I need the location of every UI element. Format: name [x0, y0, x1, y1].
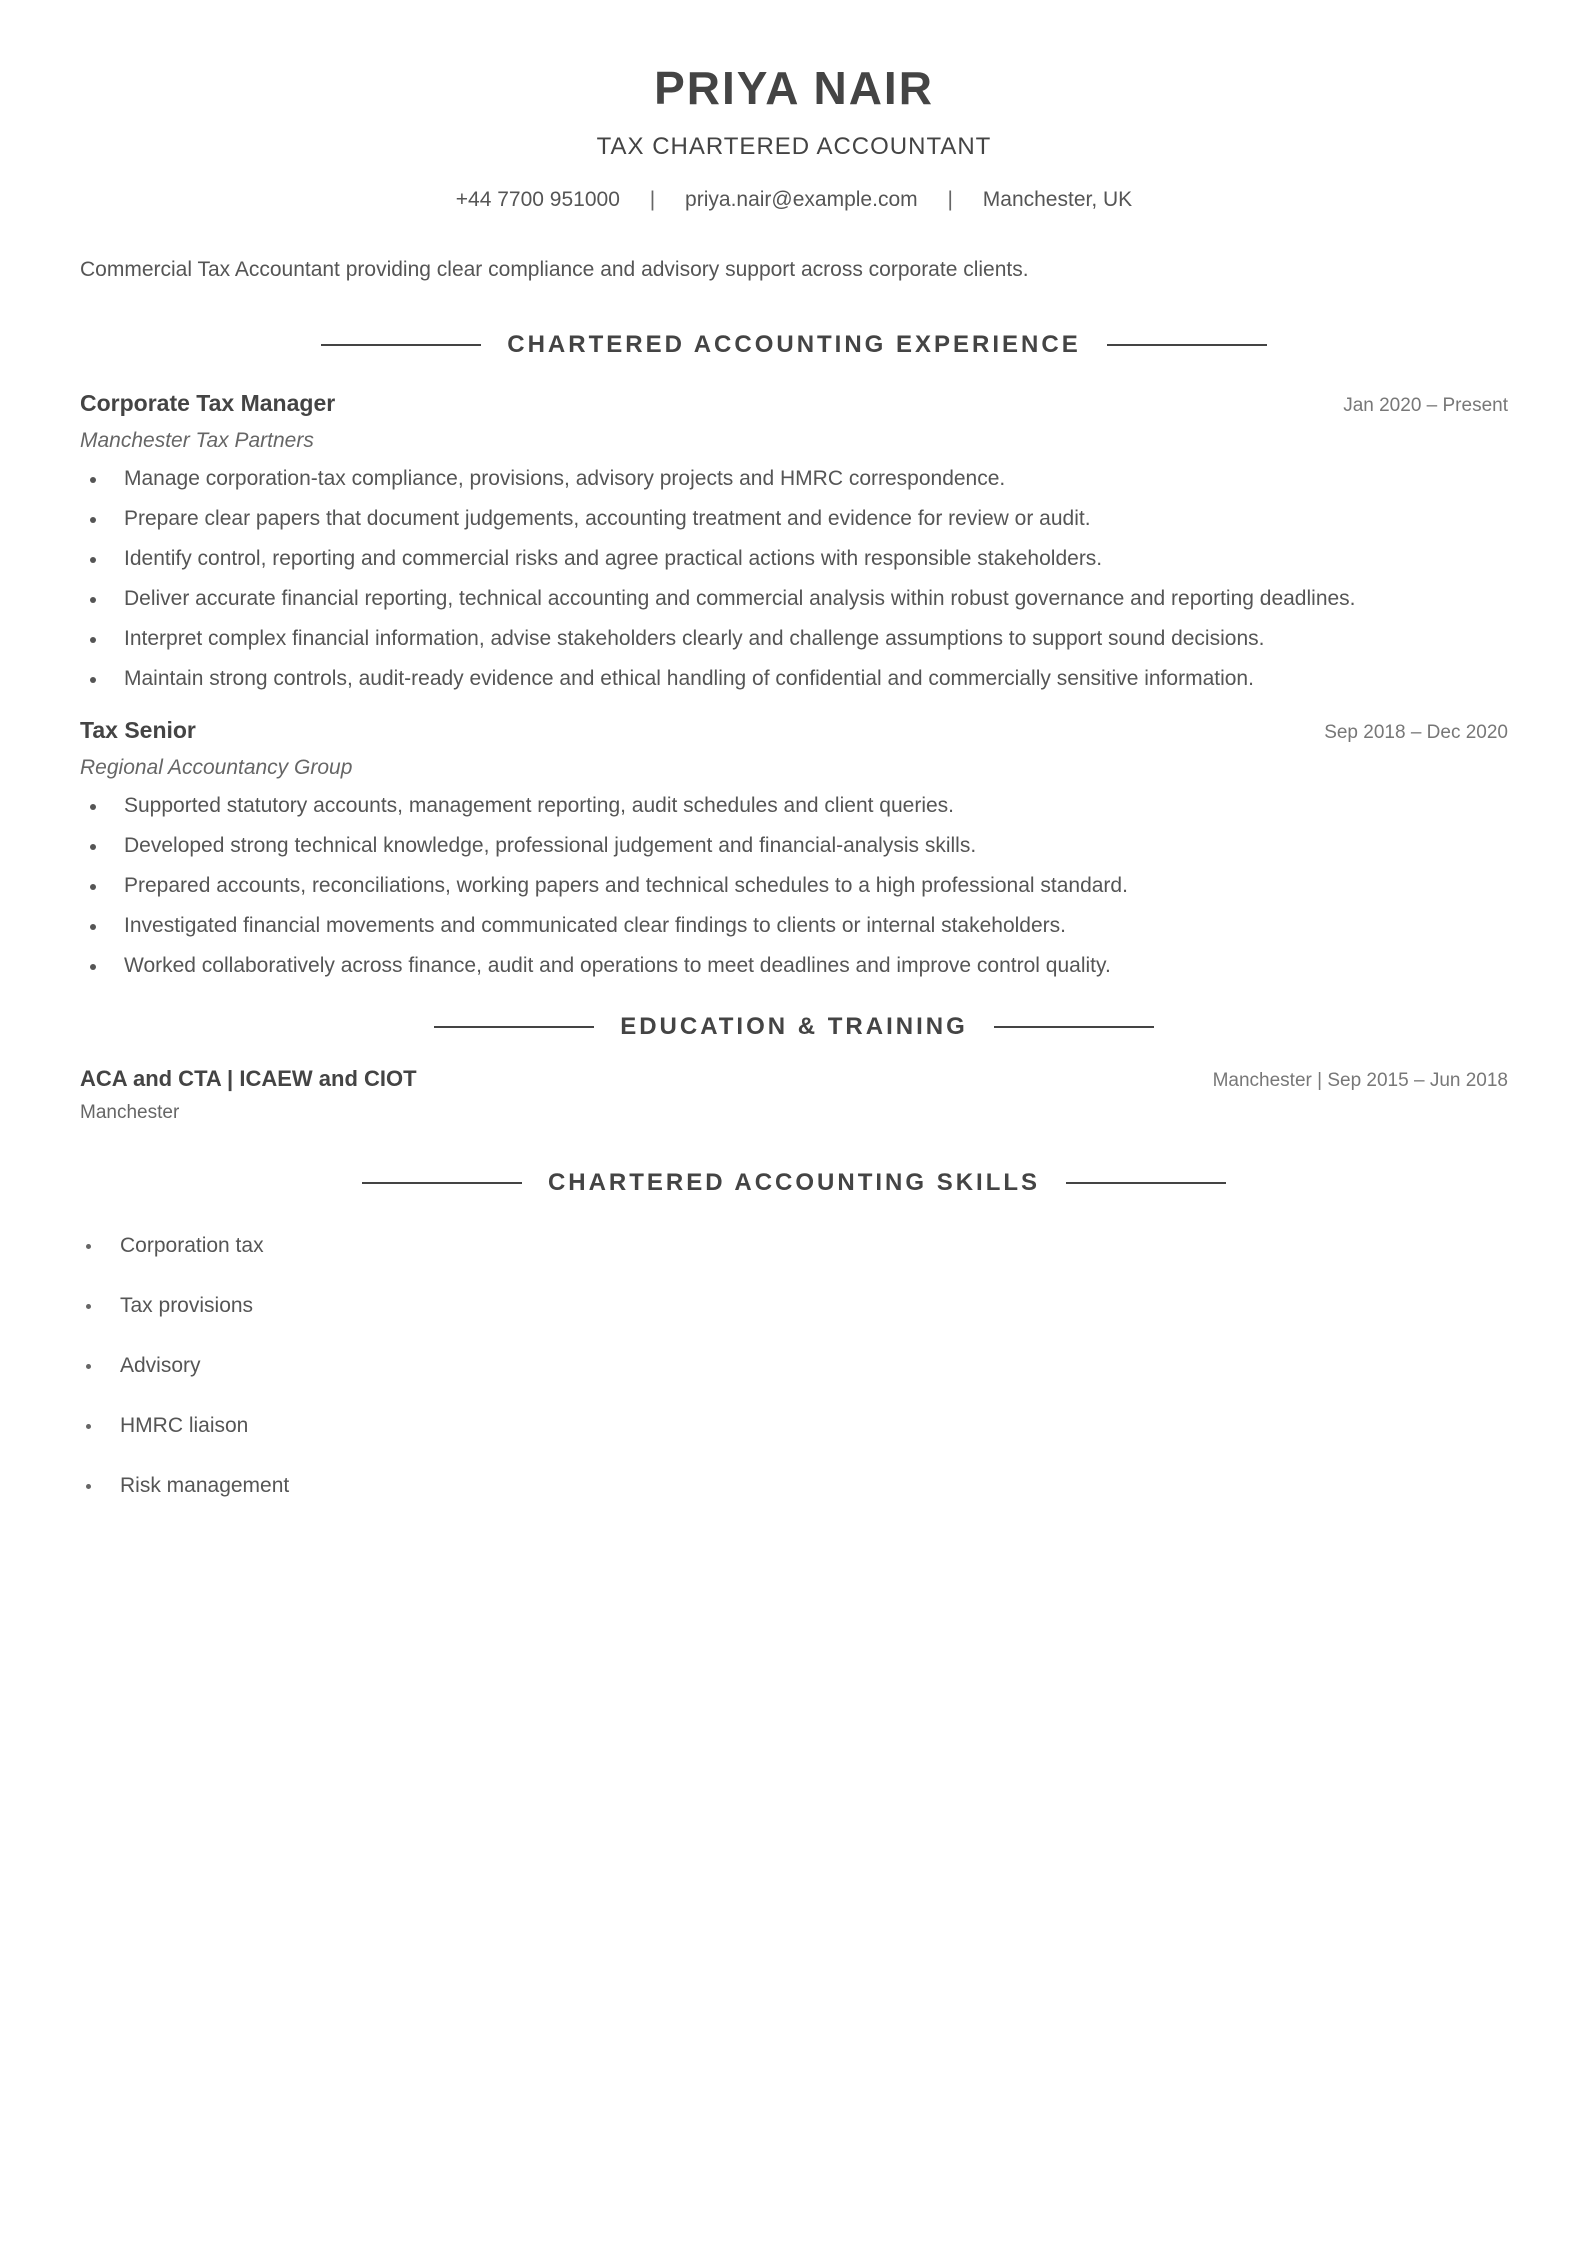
job-bullet-text: Identify control, reporting and commercial risks and agree practical actions with responsible stakeholders. [124, 547, 1103, 570]
bullet-dot [90, 557, 96, 563]
education-heading [80, 1012, 1508, 1042]
job-bullet [80, 585, 1508, 613]
candidate-name: PRIYA NAIR [654, 62, 934, 114]
heading-rule-right [1066, 1182, 1226, 1184]
education-entry [80, 1066, 1508, 1124]
education-header [80, 1066, 1508, 1092]
heading-rule-right [1107, 344, 1267, 346]
job-bullet-text: Manage corporation-tax compliance, provisions, advisory projects and HMRC correspondence. [124, 467, 1006, 490]
job-title: Tax Senior [80, 717, 196, 743]
bullet-dot [90, 964, 96, 970]
bullet-dot [90, 844, 96, 850]
job-bullet-text: Investigated financial movements and communicated clear findings to clients or internal stakeholders. [124, 914, 1066, 937]
job-bullet-text: Prepared accounts, reconciliations, working papers and technical schedules to a high professional standard. [124, 874, 1128, 897]
education-meta: Manchester | Sep 2015 – Jun 2018 [1212, 1070, 1508, 1091]
job-header [80, 390, 1508, 417]
bullet-dot [90, 804, 96, 810]
job-bullet-text: Interpret complex financial information, advise stakeholders clearly and challenge assumptions to support sound decisions. [124, 627, 1265, 650]
contact-phone: +44 7700 951000 [455, 188, 620, 211]
education-degree: ACA and CTA | ICAEW and CIOT [80, 1066, 417, 1091]
job-dates: Sep 2018 – Dec 2020 [1324, 722, 1508, 743]
skill-item [80, 1232, 1508, 1260]
bullet-dot [86, 1304, 91, 1309]
job-bullet-text: Prepare clear papers that document judgements, accounting treatment and evidence for review or audit. [124, 507, 1091, 530]
job-bullet [80, 912, 1508, 940]
skill-text: HMRC liaison [120, 1414, 249, 1437]
skill-item [80, 1472, 1508, 1500]
heading-rule-left [321, 344, 481, 346]
heading-rule-right [994, 1026, 1154, 1028]
bullet-dot [90, 884, 96, 890]
heading-rule-left [434, 1026, 594, 1028]
skills-heading [80, 1168, 1508, 1198]
bullet-dot [86, 1484, 91, 1489]
job-bullets [80, 465, 1508, 693]
professional-summary: Commercial Tax Accountant providing clear compliance and advisory support across corporate clients. [80, 258, 1029, 281]
job-bullet [80, 625, 1508, 653]
bullet-dot [90, 637, 96, 643]
experience-heading [80, 330, 1508, 360]
job-company: Regional Accountancy Group [80, 756, 353, 779]
job-bullet [80, 665, 1508, 693]
contact-separator: | [947, 188, 953, 211]
skill-item [80, 1292, 1508, 1320]
job-bullet-text: Developed strong technical knowledge, professional judgement and financial-analysis skills. [124, 834, 977, 857]
heading-rule-left [362, 1182, 522, 1184]
bullet-dot [90, 924, 96, 930]
contact-location: Manchester, UK [982, 188, 1133, 211]
contact-email: priya.nair@example.com [685, 188, 918, 211]
bullet-dot [90, 517, 96, 523]
job-bullet [80, 792, 1508, 820]
job-bullets [80, 792, 1508, 980]
skill-text: Risk management [120, 1474, 290, 1497]
bullet-dot [90, 677, 96, 683]
job-bullet [80, 832, 1508, 860]
skill-text: Advisory [120, 1354, 201, 1377]
job-bullet [80, 505, 1508, 533]
skills-list [80, 1232, 1508, 1500]
job-bullet-text: Supported statutory accounts, management reporting, audit schedules and client queries. [124, 794, 955, 817]
education-location: Manchester [80, 1102, 180, 1123]
job-entry [80, 390, 1508, 693]
job-title: Corporate Tax Manager [80, 390, 336, 416]
job-entry [80, 717, 1508, 980]
skill-item [80, 1352, 1508, 1380]
job-bullet-text: Deliver accurate financial reporting, technical accounting and commercial analysis within robust governance and reporting deadlines. [124, 587, 1356, 610]
job-bullet [80, 872, 1508, 900]
candidate-title: TAX CHARTERED ACCOUNTANT [596, 133, 992, 160]
job-bullet [80, 952, 1508, 980]
contact-line [80, 186, 1508, 214]
job-dates: Jan 2020 – Present [1343, 395, 1508, 416]
bullet-dot [90, 597, 96, 603]
skills-heading-label: CHARTERED ACCOUNTING SKILLS [547, 1169, 1041, 1196]
bullet-dot [90, 477, 96, 483]
job-bullet-text: Maintain strong controls, audit-ready evidence and ethical handling of confidential and commercially sensitive information. [124, 667, 1254, 690]
experience-heading-label: CHARTERED ACCOUNTING EXPERIENCE [507, 331, 1081, 358]
bullet-dot [86, 1244, 91, 1249]
bullet-dot [86, 1424, 91, 1429]
skill-text: Tax provisions [120, 1294, 254, 1317]
job-bullet [80, 465, 1508, 493]
education-heading-label: EDUCATION & TRAINING [620, 1013, 968, 1040]
bullet-dot [86, 1364, 91, 1369]
job-bullet-text: Worked collaboratively across finance, audit and operations to meet deadlines and improve control quality. [124, 954, 1111, 977]
skill-text: Corporation tax [120, 1234, 264, 1257]
contact-separator: | [649, 188, 656, 211]
skill-item [80, 1412, 1508, 1440]
job-header [80, 717, 1508, 744]
job-company: Manchester Tax Partners [80, 429, 314, 452]
job-bullet [80, 545, 1508, 573]
